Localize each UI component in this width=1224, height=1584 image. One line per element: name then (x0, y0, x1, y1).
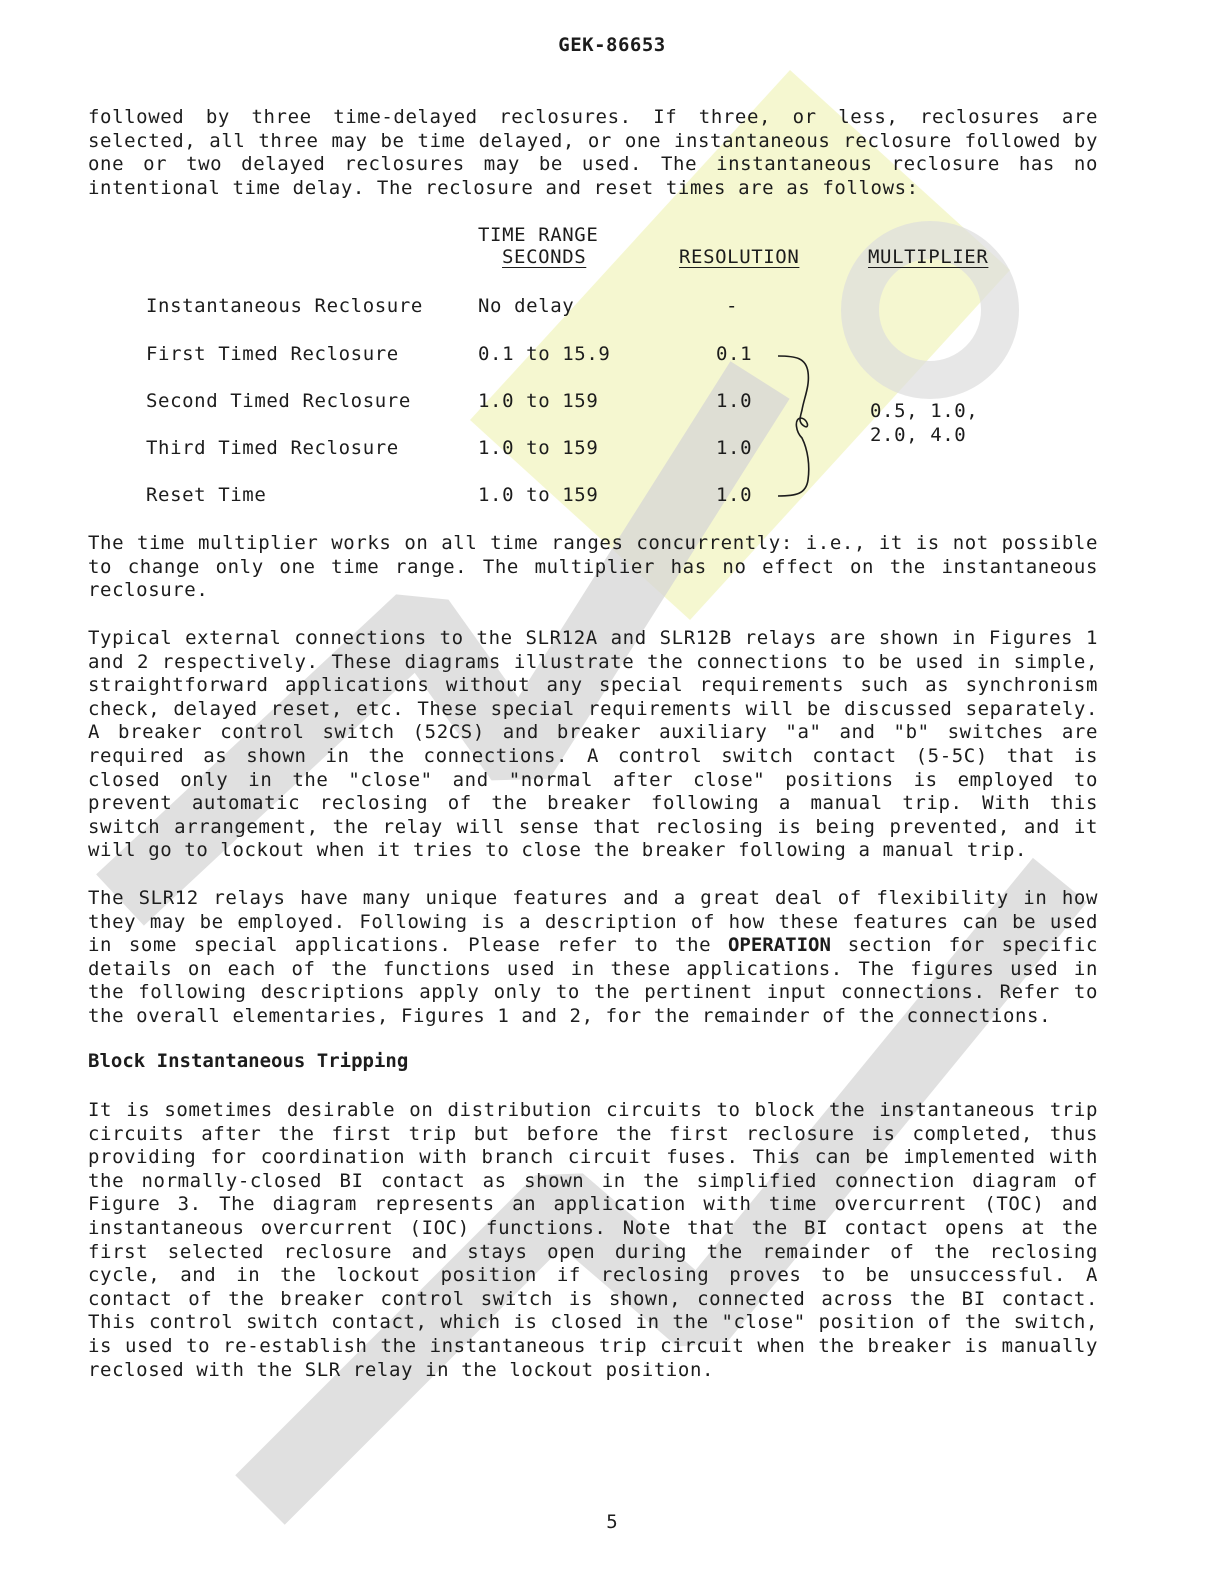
row-label: Reset Time (146, 484, 267, 506)
multiplier-values-line2: 2.0, 4.0 (870, 424, 967, 446)
row-range: 1.0 to 159 (478, 484, 599, 506)
reclosure-times-table (0, 0, 1224, 540)
section-heading: Block Instantaneous Tripping (88, 1050, 409, 1072)
row-range: 1.0 to 159 (478, 437, 599, 459)
features-paragraph (88, 887, 1098, 1029)
row-range: 1.0 to 159 (478, 390, 599, 412)
grouping-brace-icon (770, 348, 830, 504)
column-header-multiplier: MULTIPLIER (868, 246, 989, 268)
intro-paragraph-text: followed by three time-delayed reclosures. If three, or less, reclosures are selected, all three may be time delayed, or one instantaneous reclosure followed by one or two delayed reclosures may be used. The instantaneous reclosure has no intentional time delay. The reclosure and reset times are as follows: (88, 106, 1098, 199)
features-text-after: section for specific details on each of the functions used in these applications. The figures used in the following descriptions apply only to the pertinent input connections. Refer to the overall elementaries, Figures 1 and 2, for the remainder of the connections. (88, 934, 1098, 1027)
connections-paragraph (88, 627, 1098, 863)
row-resolution: 0.1 (716, 343, 753, 365)
row-resolution: 1.0 (716, 484, 753, 506)
row-resolution: 1.0 (716, 437, 753, 459)
row-label: Third Timed Reclosure (146, 437, 399, 459)
features-text-before: The SLR12 relays have many unique features and a great deal of flexibility in how they may be employed. Following is a description of how these features can be used in some special applications. Please refer to the (88, 887, 1098, 957)
row-range: 0.1 to 15.9 (478, 343, 611, 365)
row-label: First Timed Reclosure (146, 343, 399, 365)
row-label: Second Timed Reclosure (146, 390, 411, 412)
row-label: Instantaneous Reclosure (146, 295, 423, 317)
connections-paragraph-text: Typical external connections to the SLR12A and SLR12B relays are shown in Figures 1 and 2 respectively. These diagrams illustrate the connections to be used in simple, straightforward applications without any special requirements such as synchronism check, delayed reset, etc. These special requirements will be discussed separately. A breaker control switch (52CS) and breaker auxiliary "a" and "b" switches are required as shown in the connections. A control switch contact (5-5C) that is closed only in the "close" and "normal after close" positions is employed to prevent automatic reclosing of the breaker following a manual trip. With this switch arrangement, the relay will sense that reclosing is being prevented, and it will go to lockout when it tries to close the breaker following a manual trip. (88, 627, 1098, 862)
page-number: 5 (606, 1511, 618, 1533)
block-instantaneous-paragraph-text: It is sometimes desirable on distribution circuits to block the instantaneous trip circuits after the first trip but before the first reclosure is completed, thus providing for coordination with branch circuit fuses. This can be implemented with the normally-closed BI contact as shown in the simplified connection diagram of Figure 3. The diagram represents an application with time overcurrent (TOC) and instantaneous overcurrent (IOC) functions. Note that the BI contact opens at the first selected reclosure and stays open during the remainder of the reclosing cycle, and in the lockout position if reclosing proves to be unsuccessful. A contact of the breaker control switch is shown, connected across the BI contact. This control switch contact, which is closed in the "close" position of the switch, is used to re-establish the instantaneous trip circuit when the breaker is manually reclosed with the SLR relay in the lockout position. (88, 1099, 1098, 1381)
multiplier-values-line1: 0.5, 1.0, (870, 400, 979, 422)
operation-section-reference: OPERATION (727, 934, 831, 957)
column-header-resolution: RESOLUTION (679, 246, 800, 268)
document-number: GEK-86653 (558, 34, 666, 56)
column-header-time-range-seconds: SECONDS (502, 246, 587, 268)
row-resolution: - (726, 295, 739, 317)
multiplier-paragraph-text: The time multiplier works on all time ranges concurrently: i.e., it is not possible to change only one time range. The multiplier has no effect on the instantaneous reclosure. (88, 532, 1098, 602)
multiplier-paragraph (88, 532, 1098, 603)
row-resolution: 1.0 (716, 390, 753, 412)
column-header-time-range-line1: TIME RANGE (478, 224, 599, 246)
row-range: No delay (478, 295, 575, 317)
block-instantaneous-paragraph (88, 1099, 1098, 1382)
